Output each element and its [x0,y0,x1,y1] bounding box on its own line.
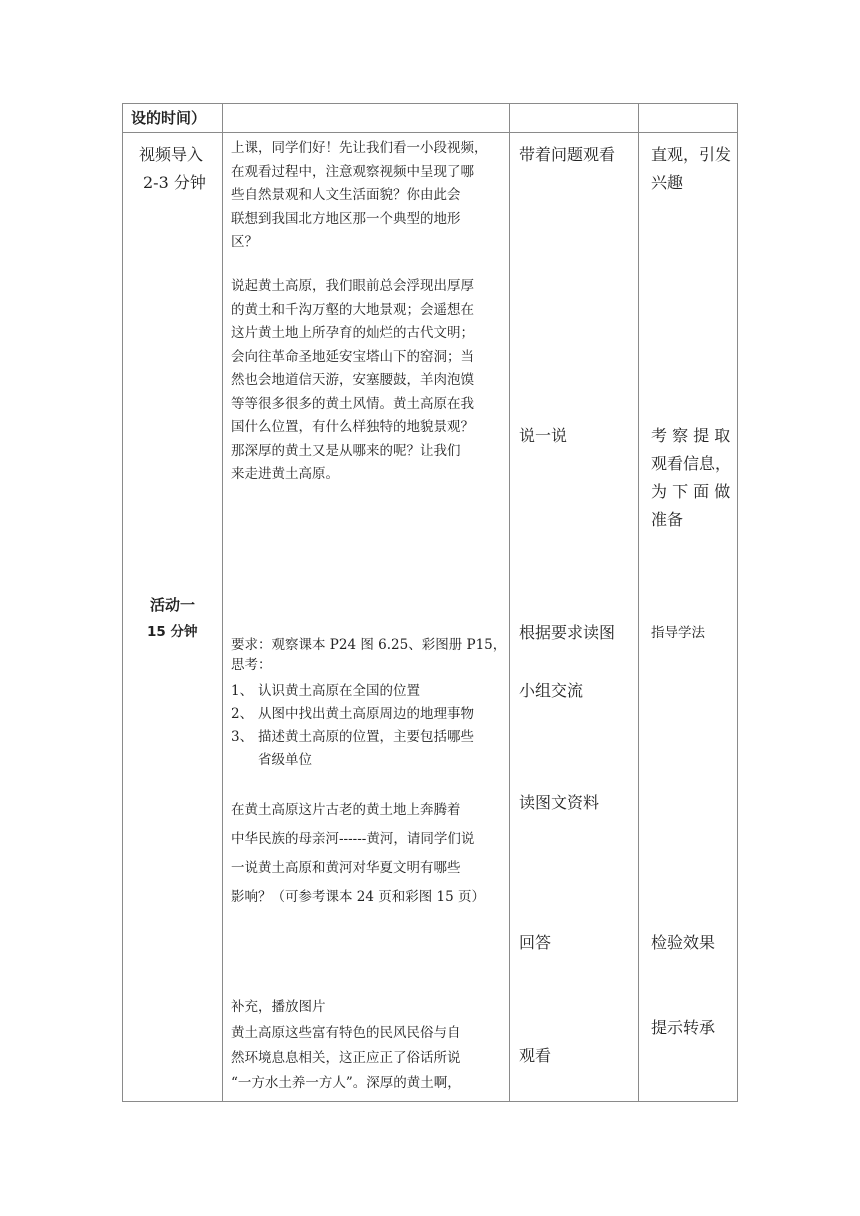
activity1-time-value: 15 分钟 [147,624,198,640]
text-line: 在黄土高原这片古老的黄土地上奔腾着 [231,802,461,818]
lesson-plan-table [122,103,738,1102]
text-line: 一说黄土高原和黄河对华夏文明有哪些 [231,860,461,876]
text-line: 等等很多很多的黄土风情。黄土高原在我 [231,395,474,412]
text-line: 那深厚的黄土又是从哪来的呢？让我们 [231,442,461,459]
column-divider [638,104,639,1101]
list-text: 描述黄土高原的位置，主要包括哪些 [258,729,474,745]
column-divider [509,104,510,1101]
text-line: 中华民族的母亲河------黄河，请同学们说 [231,831,475,847]
design-purpose: 为 下 面 做 [651,482,731,501]
design-purpose: 直观，引发 [651,145,732,164]
intro-paragraph [231,137,509,255]
intro-stage-title: 视频导入 [139,145,204,164]
text-line: 在观看过程中，注意观察视频中呈现了哪 [231,163,474,180]
supplement-paragraph [231,1021,509,1096]
list-number: 1、 [231,683,254,699]
student-activity: 小组交流 [519,681,584,700]
text-line: 黄土高原这些富有特色的民风民俗与自 [231,1025,461,1041]
text-line: 说起黄土高原，我们眼前总会浮现出厚厚 [231,278,474,294]
text-line: 上课，同学们好！先让我们看一小段视频， [231,140,488,156]
list-item [231,703,474,726]
list-item [231,726,474,749]
design-purpose: 提示转承 [651,1018,716,1037]
column-divider [222,104,223,1101]
design-purpose: 检验效果 [651,933,716,952]
text-line: 区？ [231,234,258,250]
student-activity: 根据要求读图 [519,623,616,642]
text-line: 些自然景观和人文生活面貌？你由此会 [231,187,461,203]
student-activity: 观看 [519,1046,552,1065]
list-text: 认识黄土高原在全国的位置 [258,683,420,699]
list-text: 从图中找出黄土高原周边的地理事物 [258,706,474,722]
requirement-line: 要求：观察课本 P24 图 6.25、彩图册 P15， [231,637,507,653]
loess-intro-paragraph [231,275,509,487]
think-label: 思考： [231,657,272,673]
yellow-river-paragraph [231,796,509,912]
student-activity: 回答 [519,933,552,952]
activity1-title: 活动一 [150,596,196,614]
design-purpose: 准备 [651,510,684,529]
design-purpose: 指导学法 [651,625,705,641]
design-purpose: 考 察 提 取 [651,426,731,445]
text-line: 影响？（可参考课本 24 页和彩图 15 页） [231,889,486,905]
text-line: 国什么位置，有什么样独特的地貌景观？ [231,419,474,435]
list-number: 2、 [231,706,254,722]
supplement-title: 补充，播放图片 [231,999,326,1015]
text-line: 来走进黄土高原。 [231,466,339,482]
design-purpose: 观看信息， [651,454,732,473]
student-activity: 读图文资料 [519,793,600,812]
header-time-label: 设的时间） [131,109,207,127]
student-activity: 带着问题观看 [519,145,616,164]
text-line: 然也会地道信天游，安塞腰鼓，羊肉泡馍 [231,372,474,388]
text-line: 然环境息息相关，这正应正了俗话所说 [231,1050,461,1066]
activity1-time [147,622,198,642]
list-item [231,680,420,703]
text-line: 这片黄土地上所孕育的灿烂的古代文明； [231,325,474,341]
text-line: “一方水土养一方人”。深厚的黄土啊， [231,1075,461,1091]
design-purpose: 兴趣 [651,173,684,192]
row-divider [123,132,737,133]
list-item-continuation: 省级单位 [258,752,312,768]
intro-stage-time: 2-3 分钟 [143,173,206,192]
student-activity: 说一说 [519,426,568,445]
list-number: 3、 [231,729,254,745]
text-line: 的黄土和千沟万壑的大地景观；会遥想在 [231,301,474,318]
text-line: 联想到我国北方地区那一个典型的地形 [231,210,461,227]
text-line: 会向往革命圣地延安宝塔山下的窑洞；当 [231,348,474,365]
